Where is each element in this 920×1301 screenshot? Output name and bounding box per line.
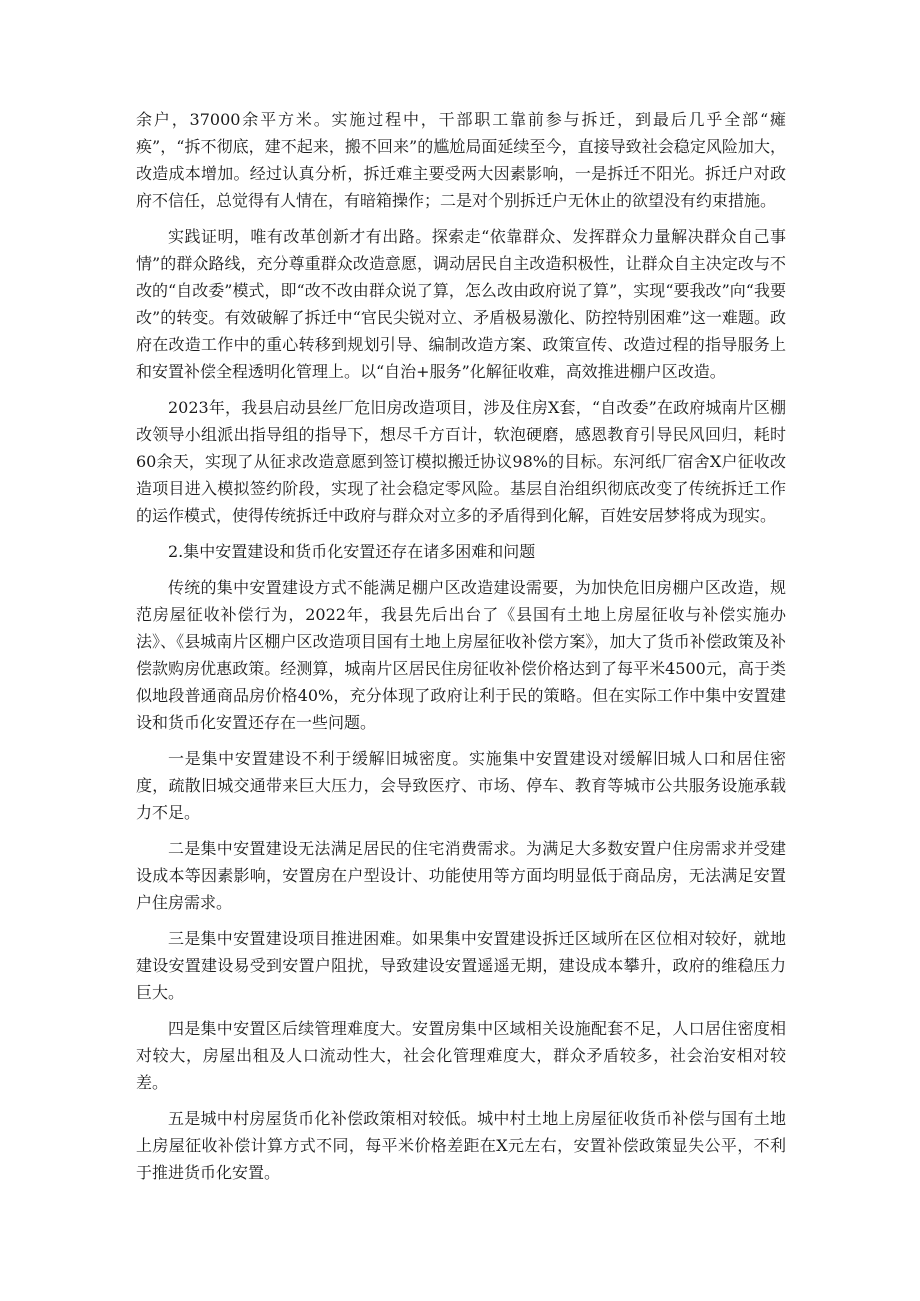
paragraph-practice-proves: 实践证明，唯有改革创新才有出路。探索走“依靠群众、发挥群众力量解决群众自己事情”的群众路线，充分尊重群众改造意愿，调动居民自主改造积极性，让群众自主决定改与不改的“自改委”模式，即“改不改由群众说了算，怎么改由政府说了算”，实现“要我改”向“我要改”的转变。有效破解了拆迁中“官民尖锐对立、矛盾极易激化、防控特别困难”这一难题。政府在改造工作中的重心转移到规划引导、编制改造方案、政策宣传、改造过程的指导服务上和安置补偿全程透明化管理上。以“自治+服务”化解征收难，高效推进棚户区改造。 <box>136 227 786 381</box>
paragraph-traditional-resettlement: 传统的集中安置建设方式不能满足棚户区改造建设需要，为加快危旧房棚户区改造，规范房屋征收补偿行为，2022年，我县先后出台了《县国有土地上房屋征收与补偿实施办法》、《县城南片区棚户区改造项目国有土地上房屋征收补偿方案》，加大了货币补偿政策及补偿款购房优惠政策。经测算，城南片区居民住房征收补偿价格达到了每平米4500元，高于类似地段普通商品房价格40%，充分体现了政府让利于民的策略。但在实际工作中集中安置建设和货币化安置还存在一些问题。 <box>136 578 786 732</box>
document-page <box>136 106 786 1195</box>
paragraph-issue-one: 一是集中安置建设不利于缓解旧城密度。实施集中安置建设对缓解旧城人口和居住密度，疏散旧城交通带来巨大压力，会导致医疗、市场、停车、教育等城市公共服务设施承载力不足。 <box>136 749 786 822</box>
paragraph-2023-project: 2023年，我县启动县丝厂危旧房改造项目，涉及住房X套，“自改委”在政府城南片区棚改领导小组派出指导组的指导下，想尽千方百计，软泡硬磨，感恩教育引导民风回归，耗时60余天，实现了从征求改造意愿到签订模拟搬迁协议98%的目标。东河纸厂宿舍X户征收改造项目进入模拟签约阶段，实现了社会稳定零风险。基层自治组织彻底改变了传统拆迁工作的运作模式，使得传统拆迁中政府与群众对立多的矛盾得到化解，百姓安居梦将成为现实。 <box>136 398 786 525</box>
paragraph-issue-four: 四是集中安置区后续管理难度大。安置房集中区域相关设施配套不足，人口居住密度相对较大，房屋出租及人口流动性大，社会化管理难度大，群众矛盾较多，社会治安相对较差。 <box>136 1019 786 1092</box>
paragraph-issue-three: 三是集中安置建设项目推进困难。如果集中安置建设拆迁区域所在区位相对较好，就地建设安置建设易受到安置户阻扰，导致建设安置遥遥无期，建设成本攀升，政府的维稳压力巨大。 <box>136 929 786 1002</box>
section-heading: 2.集中安置建设和货币化安置还存在诸多困难和问题 <box>168 542 536 561</box>
paragraph-issue-five: 五是城中村房屋货币化补偿政策相对较低。城中村土地上房屋征收货币补偿与国有土地上房屋征收补偿计算方式不同，每平米价格差距在X元左右，安置补偿政策显失公平，不利于推进货币化安置。 <box>136 1109 786 1182</box>
paragraph-continuation: 余户，37000余平方米。实施过程中，干部职工靠前参与拆迁，到最后几乎全部“瘫痪”，“拆不彻底，建不起来，搬不回来”的尴尬局面延续至今，直接导致社会稳定风险加大，改造成本增加。经过认真分析，拆迁难主要受两大因素影响，一是拆迁不阳光。拆迁户对政府不信任，总觉得有人情在，有暗箱操作；二是对个别拆迁户无休止的欲望没有约束措施。 <box>136 110 786 210</box>
paragraph-issue-two: 二是集中安置建设无法满足居民的住宅消费需求。为满足大多数安置户住房需求并受建设成本等因素影响，安置房在户型设计、功能使用等方面均明显低于商品房，无法满足安置户住房需求。 <box>136 839 786 912</box>
